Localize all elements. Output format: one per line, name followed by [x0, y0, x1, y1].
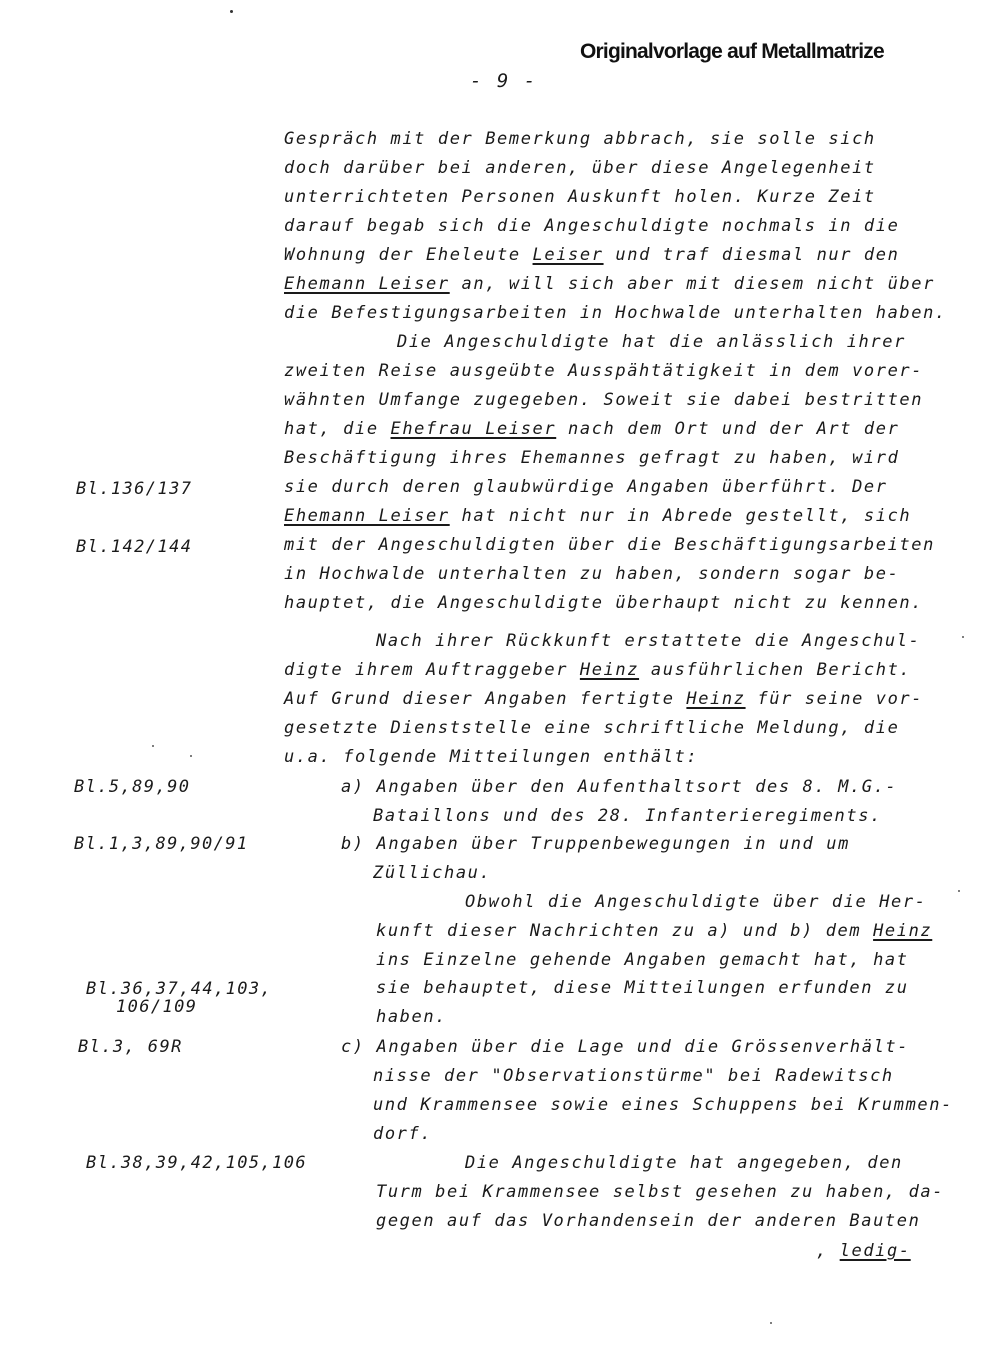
text-line	[376, 978, 909, 998]
underlined-name: Heinz	[579, 660, 640, 680]
paper-speck	[230, 10, 233, 13]
text-line	[465, 892, 927, 912]
text-segment: Nach ihrer Rückkunft erstattete die Angeschul-	[376, 631, 921, 651]
text-segment: gesetzte Dienststelle eine schriftliche Meldung, die	[284, 718, 900, 738]
text-line	[284, 718, 899, 738]
text-line	[373, 863, 491, 883]
text-segment: sie behauptet, diese Mitteilungen erfunden zu	[376, 978, 909, 998]
underlined-name: Ehemann Leiser	[284, 506, 450, 526]
text-line	[284, 158, 876, 178]
text-segment: wähnten Umfange zugegeben. Soweit sie dabei bestritten	[284, 390, 924, 410]
text-segment: ins Einzelne gehende Angaben gemacht hat, hat	[376, 950, 909, 970]
text-line	[284, 361, 923, 381]
text-segment: hauptet, die Angeschuldigte überhaupt nicht zu kennen.	[284, 593, 924, 613]
text-segment: kunft dieser Nachrichten zu a) und b) dem	[376, 921, 874, 941]
text-line	[373, 1066, 894, 1086]
text-line	[284, 593, 923, 613]
text-line	[341, 834, 850, 854]
text-segment: Gespräch mit der Bemerkung abbrach, sie solle sich	[284, 129, 876, 149]
margin-reference: Bl.1,3,89,90/91	[74, 834, 249, 854]
text-segment: b) Angaben über Truppenbewegungen in und um	[341, 834, 850, 854]
text-line	[816, 1241, 911, 1261]
text-line	[284, 390, 923, 410]
margin-reference: Bl.136/137	[76, 479, 193, 499]
text-segment: darauf begab sich die Angeschuldigte nochmals in die	[284, 216, 900, 236]
underlined-name: Heinz	[873, 921, 933, 941]
text-segment: digte ihrem Auftraggeber	[284, 660, 580, 680]
text-line	[376, 950, 909, 970]
margin-reference: Bl.3, 69R	[78, 1037, 183, 1057]
scan-speck	[958, 890, 960, 892]
text-line	[341, 777, 897, 797]
text-line	[284, 689, 923, 709]
text-line	[284, 564, 899, 584]
text-segment: Auf Grund dieser Angaben fertigte	[284, 689, 687, 709]
text-line	[376, 921, 932, 941]
text-segment: sie durch deren glaubwürdige Angaben überführt. Der	[284, 477, 888, 497]
text-line	[376, 1182, 944, 1202]
text-segment: in Hochwalde unterhalten zu haben, sondern sogar be-	[284, 564, 900, 584]
margin-reference: Bl.5,89,90	[74, 777, 191, 797]
underlined-name: Ehefrau Leiser	[390, 419, 557, 439]
text-segment: ,	[816, 1241, 840, 1261]
text-segment: Beschäftigung ihres Ehemannes gefragt zu haben, wird	[284, 448, 900, 468]
text-line	[284, 477, 888, 497]
text-segment: u.a. folgende Mitteilungen enthält:	[284, 747, 699, 767]
underlined-name: Heinz	[686, 689, 746, 709]
text-segment: mit der Angeschuldigten über die Beschäftigungsarbeiten	[284, 535, 935, 555]
text-segment: nisse der "Observationstürme" bei Radewitsch	[373, 1066, 894, 1086]
text-segment: unterrichteten Personen Auskunft holen. Kurze Zeit	[284, 187, 876, 207]
text-segment: hat, die	[284, 419, 391, 439]
text-line	[373, 1095, 953, 1115]
text-line	[284, 245, 899, 265]
text-segment: doch darüber bei anderen, über diese Angelegenheit	[284, 158, 876, 178]
margin-reference: Bl.142/144	[76, 537, 193, 557]
text-segment: haben.	[376, 1007, 448, 1027]
text-segment: Obwohl die Angeschuldigte über die Her-	[465, 892, 927, 912]
text-line	[284, 747, 698, 767]
page-number: - 9 -	[470, 70, 538, 92]
margin-reference: Bl.38,39,42,105,106	[86, 1153, 308, 1173]
text-segment: gegen auf das Vorhandensein der anderen Bauten	[376, 1211, 921, 1231]
text-segment: a) Angaben über den Aufenthaltsort des 8. M.G.-	[341, 777, 898, 797]
text-line	[376, 1211, 920, 1231]
text-segment: Bataillons und des 28. Infanterieregiments.	[373, 806, 882, 826]
text-segment: und Krammensee sowie eines Schuppens bei Krummen-	[373, 1095, 953, 1115]
text-segment: an, will sich aber mit diesem nicht über	[449, 274, 935, 294]
text-line	[373, 1124, 432, 1144]
text-segment: die Befestigungsarbeiten in Hochwalde unterhalten haben.	[284, 303, 947, 323]
scan-speck	[190, 755, 192, 757]
text-segment: c) Angaben über die Lage und die Grössenverhält-	[341, 1037, 910, 1057]
text-line	[341, 1037, 909, 1057]
underlined-name: Leiser	[532, 245, 604, 265]
text-line	[376, 631, 920, 651]
text-line	[284, 660, 911, 680]
matrix-stamp: Originalvorlage auf Metallmatrize	[580, 40, 884, 63]
text-segment: Wohnung der Eheleute	[284, 245, 533, 265]
text-segment: und traf diesmal nur den	[603, 245, 900, 265]
text-segment: hat nicht nur in Abrede gestellt, sich	[449, 506, 912, 526]
text-line	[465, 1153, 903, 1173]
text-segment: für seine vor-	[745, 689, 924, 709]
text-line	[284, 535, 935, 555]
text-segment: nach dem Ort und der Art der	[556, 419, 900, 439]
text-line	[284, 419, 899, 439]
margin-reference: Bl.36,37,44,103,	[86, 979, 273, 999]
text-line	[284, 216, 899, 236]
text-line	[397, 332, 906, 352]
scan-speck	[152, 745, 154, 747]
scan-speck	[962, 636, 964, 638]
text-line	[376, 1007, 447, 1027]
scan-speck	[770, 1322, 772, 1324]
text-segment: ausführlichen Bericht.	[639, 660, 912, 680]
text-line	[373, 806, 882, 826]
text-segment: Die Angeschuldigte hat die anlässlich ihrer	[397, 332, 906, 352]
text-line	[284, 129, 876, 149]
underlined-name: Ehemann Leiser	[284, 274, 450, 294]
text-line	[284, 274, 935, 294]
text-segment: Die Angeschuldigte hat angegeben, den	[465, 1153, 903, 1173]
text-line	[284, 506, 911, 526]
margin-reference: 106/109	[116, 997, 198, 1017]
text-segment: zweiten Reise ausgeübte Ausspähtätigkeit in dem vorer-	[284, 361, 924, 381]
text-segment: Turm bei Krammensee selbst gesehen zu haben, da-	[376, 1182, 945, 1202]
text-segment: dorf.	[373, 1124, 433, 1144]
text-line	[284, 187, 876, 207]
text-line	[284, 448, 899, 468]
underlined-name: ledig-	[839, 1241, 911, 1261]
text-segment: Züllichau.	[373, 863, 492, 883]
text-line	[284, 303, 947, 323]
